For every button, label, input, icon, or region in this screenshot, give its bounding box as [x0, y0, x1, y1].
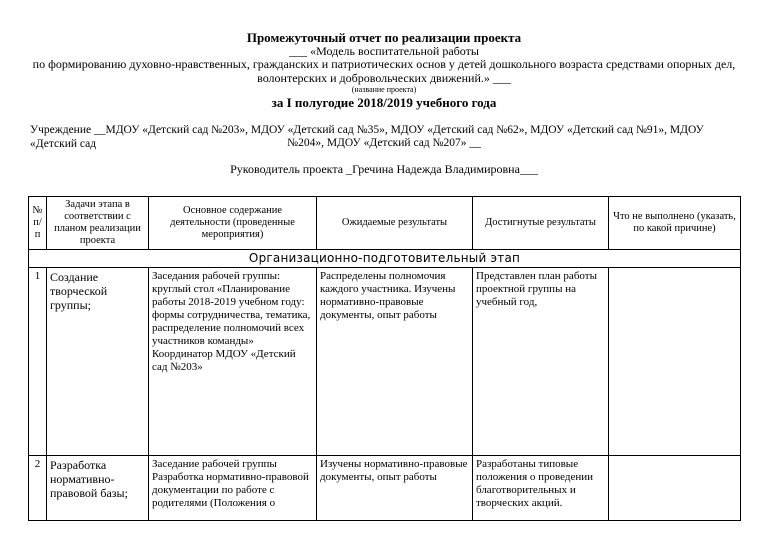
row-not-done — [609, 456, 741, 521]
stage-title: Организационно-подготовительный этап — [29, 250, 741, 268]
row-number: 2 — [29, 456, 47, 521]
row-content: Заседания рабочей группы: круглый стол «Планирование работы 2018-2019 учебном году: формы сотрудничества, тематика, распределение полномочий всех участников команды» Координатор МДОУ «Детский сад №203» — [149, 268, 317, 456]
row-not-done — [609, 268, 741, 456]
row-number: 1 — [29, 268, 47, 456]
institution-line-1: Учреждение __МДОУ «Детский сад №203», МДОУ «Детский сад №35», МДОУ «Детский сад №62», МДОУ «Детский сад №91», МДОУ «Детский сад — [30, 124, 704, 150]
row-content: Заседание рабочей группы Разработка нормативно-правовой документации по работе с родителями (Положения о — [149, 456, 317, 521]
column-header-content: Основное содержание деятельности (проведенные мероприятия) — [149, 197, 317, 250]
row-task: Создание творческой группы; — [47, 268, 149, 456]
column-header-number: № п/п — [29, 197, 47, 250]
report-table — [28, 196, 741, 521]
column-header-achieved: Достигнутые результаты — [473, 197, 609, 250]
report-period: за I полугодие 2018/2019 учебного года — [271, 95, 497, 110]
row-achieved: Представлен план работы проектной группы на учебный год, — [473, 268, 609, 456]
table-header-row — [29, 197, 741, 250]
row-expected: Изучены нормативно-правовые документы, опыт работы — [317, 456, 473, 521]
project-name-caption: (название проекта) — [351, 85, 417, 94]
row-achieved: Разработаны типовые положения о проведении благотворительных и творческих акций. — [473, 456, 609, 521]
project-name-line-3: волонтерских и добровольческих движений.» ___ — [257, 71, 511, 85]
project-leader: Руководитель проекта _Гречина Надежда Владимировна___ — [230, 162, 538, 176]
column-header-tasks: Задачи этапа в соответствии с планом реализации проекта — [47, 197, 149, 250]
table-row — [29, 268, 741, 456]
column-header-not-done: Что не выполнено (указать, по какой причине) — [609, 197, 741, 250]
project-name-line-1: ___ «Модель воспитательной работы — [289, 44, 479, 58]
row-task: Разработка нормативно-правовой базы; — [47, 456, 149, 521]
project-name-line-2: по формированию духовно-нравственных, гражданских и патриотических основ у детей дошкольного возраста средствами опорных дел, — [32, 57, 736, 71]
institution-line-2: №204», МДОУ «Детский сад №207» __ — [287, 137, 481, 149]
row-expected: Распределены полномочия каждого участника. Изучены нормативно-правовые документы, опыт работы — [317, 268, 473, 456]
stage-row — [29, 250, 741, 268]
table-row — [29, 456, 741, 521]
report-title: Промежуточный отчет по реализации проекта — [246, 30, 522, 45]
column-header-expected: Ожидаемые результаты — [317, 197, 473, 250]
